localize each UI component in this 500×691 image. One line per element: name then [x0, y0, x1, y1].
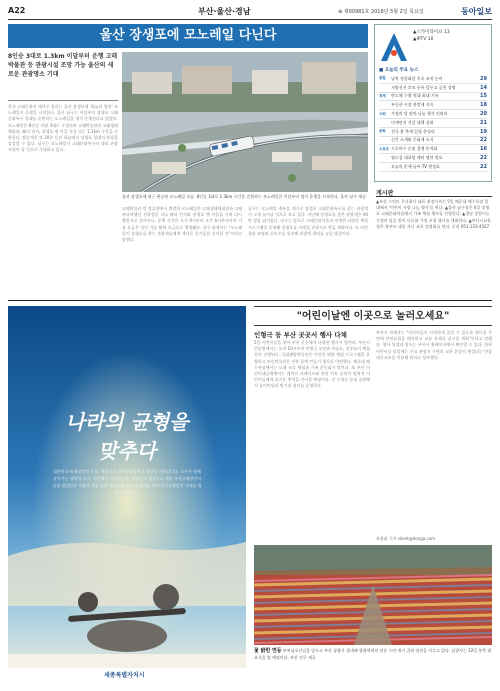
index-row[interactable]: [379, 84, 487, 93]
index-page: 21: [480, 119, 487, 126]
ad-footer: [8, 668, 246, 684]
main-headline: 울산 장생포에 모노레일 다닌다: [8, 24, 368, 48]
index-page: 22: [480, 163, 487, 170]
index-page: 22: [480, 137, 487, 144]
index-item-text: 남북 정상회담 후속 조치 논의: [391, 75, 443, 81]
index-page: 20: [480, 111, 487, 118]
ad-body: 대한민국 미래성장의 중심, 세종시가 국가균형발전의 희망을 키워갑니다. 모두가 함께 살아가는 행복한 도시, 세종에서 시작합니다. 대한민국 행정수도 세종 국가균형발전의 상징 대한민국 서울과 세종 등등 세종시민 모두의 염원을 모아 국가균형발전 시대를 열어가겠습니다.: [52, 469, 202, 495]
index-row[interactable]: [379, 145, 487, 154]
article-body-col2: 고래박물관 앞 정류장에서 출발한 모노레일은 고래생태체험관과 고래바다여행선 선착장을 지나 웰리 단지와 장생포 옛 마을을 거쳐 다시 출발지로 돌아온다. 운행 시간은 오전 9시부터 오후 6시까지이며 이용 요금은 성인 기준 왕복 요금으로 책정됐다. 남구 관계자는 "모노레일이 장생포를 찾는 관광객들에게 색다른 즐거움을 선사할 것"이라고 말했다.: [122, 206, 242, 243]
index-category: 종합: [379, 76, 386, 81]
section-divider: [8, 300, 492, 301]
index-category: 경제: [379, 93, 386, 98]
caption-tag: 꽃 밝힌 연등: [254, 648, 282, 654]
index-row[interactable]: [379, 119, 487, 128]
feature-body-col1: 5일 어린이날을 맞아 부산 곳곳에서 다양한 행사가 열린다. 부산시민공원에서는 오전 10시부터 인형극 공연과 마술쇼, 전통놀이 체험 등이 진행된다. 국립해양박물관은 어린이 해양 체험 프로그램을 운영하고 부산박물관은 전통 공예 만들기 행사를 마련했다. 해운대 해수욕장에서는 모래 조각 체험과 가족 운동회가 열린다. 또 부산 어린이대공원에서는 캐릭터 퍼레이드와 풍선 아트 공연이 펼쳐져 어린이들에게 즐거운 추억을 선사할 예정이다. 각 구청도 동네 공원에서 놀이마당과 먹거리 장터를 운영한다.: [254, 340, 370, 389]
index-list: [379, 75, 487, 172]
stone-left: [78, 592, 98, 612]
stone-base: [87, 620, 167, 652]
index-row[interactable]: [379, 163, 487, 172]
sejong-logo: 세종특별자치시: [104, 672, 145, 679]
advertisement[interactable]: [8, 306, 246, 684]
index-page: 18: [480, 102, 487, 109]
index-item-text: 월드컵 대표팀 예비 명단 발표: [391, 155, 443, 161]
page-header: [8, 6, 492, 20]
monorail-photo-illustration: [122, 52, 368, 192]
article-body-col3: 남구는 모노레일 개통을 계기로 장생포 고래문화특구를 찾는 관광객이 크게 늘어날 것으로 보고 있다. 지난해 장생포를 찾은 관광객은 90만 명을 넘어섰다. 남구는 앞으로 고래문화마을과 연계한 다양한 체험 프로그램을 운영해 장생포를 사계절 관광지로 만들 계획이다. 또 야간 경관 조명과 포토존을 설치해 관광객 편의를 높일 방침이다.: [248, 206, 368, 236]
photo-caption: 울산 장생포에 최근 완공된 모노레일 모습. 8인승 3대로 1.3km 구간을 순환하는 모노레일은 이달부터 정식 운행을 시작한다. 울산 남구 제공: [122, 194, 367, 199]
feature-headline: "어린이날엔 이곳으로 놀러오세요": [254, 306, 492, 326]
index-row[interactable]: [379, 128, 487, 137]
notice-board-body: ▲부산 그린트 주식회사 대표 최정이씨는 5일 해운대 해수욕장 일대에서 '어린이 사랑 나눔 행사'를 연다. ▲울산 남구청은 6일 장생포 고래문화마을에서 가족 체험 행사를 진행한다. ▲경남 창원시는 가정의 달을 맞아 다문화 가정 초청 행사를 개최한다. ▲부산시교육청은 학부모 대상 자녀 교육 설명회를 연다. 문의 051-123-4567: [376, 199, 491, 229]
index-page: 29: [480, 75, 487, 82]
notice-divider: [376, 196, 492, 197]
index-category: 문화: [379, 129, 386, 134]
index-row[interactable]: [379, 154, 487, 163]
byline: 조용휘 기자 silent@donga.com: [376, 536, 436, 541]
index-item-text: 신간 소개와 문화계 소식: [391, 137, 434, 143]
index-page: 22: [480, 155, 487, 162]
index-item-text: 반도체 수출 역대 최대 기록: [391, 93, 439, 99]
channel-logo-icon: [379, 31, 409, 63]
lantern-photo: [254, 545, 492, 645]
ad-title-line1: 나라의 균형을: [65, 410, 189, 434]
lead-divider: [8, 100, 118, 101]
index-row[interactable]: [379, 137, 487, 146]
index-meta-line: ▲스카이라이프 13: [413, 30, 450, 35]
index-category: 사회: [379, 111, 386, 116]
feature-subhead: 인형극 등 부산 곳곳서 행사 다채: [254, 331, 347, 339]
index-category: 스포츠: [379, 146, 390, 151]
index-item-text: 프로야구 순위 경쟁 본격화: [391, 146, 438, 152]
news-index-box: [374, 24, 492, 182]
caption-text: 부처님오신날을 앞두고 부산 삼광사 경내에 형형색색의 연등 수만 개가 걸려 장관을 이루고 있다. 삼광사는 22일 봉축 법요식을 열 예정이다. 부산 진구 제공: [254, 648, 492, 660]
article-body-col1: 한국 고래문화의 메카로 불리는 울산 장생포에 '하늘의 열차' 모노레일이 운행을 시작한다. 울산 남구는 이달부터 장생포 고래문화특구 일대를 순환하는 모노레일을 정식 운행한다고 밝혔다. 모노레일은 8인승 차량 3대로 구성되며 고래박물관과 고래생태체험관, 웰리 단지, 장생포 옛 마을 등을 잇는 1.3km 구간을 순환한다. 탑승객은 약 20분 동안 하늘에서 장생포 일대의 풍광을 감상할 수 있다. 남구는 모노레일이 고래문화특구의 대표 관광자원이 될 것으로 기대하고 있다.: [8, 104, 118, 153]
stone-right: [153, 584, 179, 610]
index-row[interactable]: [379, 93, 487, 102]
notice-board-title: 게시판: [376, 190, 394, 197]
lantern-photo-illustration: [254, 545, 492, 645]
monorail-photo: [122, 52, 368, 192]
index-page: 15: [480, 93, 487, 100]
index-item-text: 지방선거 후보 등록 앞두고 공천 경쟁: [391, 84, 456, 90]
index-row[interactable]: [379, 110, 487, 119]
index-page: 16: [480, 146, 487, 153]
index-row[interactable]: [379, 101, 487, 110]
article-lead: 8인승 3대로 1.3km 이달부터 운행 고래박물관 등 관광시설 조망 가능 울산의 새로운 관광명소 기대: [8, 53, 118, 78]
index-meta: [413, 29, 450, 43]
lantern-caption: [254, 648, 492, 660]
index-item-text: 오늘의 운세·날씨·TV 편성표: [391, 163, 440, 169]
index-item-text: 미세먼지 저감 대책 강화: [391, 119, 434, 125]
index-meta-line: ▲IPTV 10: [413, 37, 434, 42]
index-header: [375, 25, 491, 69]
newspaper-name: 동아일보: [461, 6, 492, 16]
ad-title-line2: 맞추다: [98, 439, 156, 463]
index-page: 14: [480, 84, 487, 91]
dateline: ⊕ 제00981호 2018년 5월 2일 목요일: [338, 9, 424, 15]
index-item-text: 부동산 시장 관망세 지속: [391, 102, 434, 108]
page-number: A22: [8, 6, 26, 15]
index-page: 19: [480, 128, 487, 135]
index-item-text: 전국 봄 축제 일정 총정리: [391, 128, 435, 134]
feature-body-col2: 부산시 관계자는 "어린이들이 안전하게 즐길 수 있도록 행사장 주변에 안전요원을 배치하고 교통 통제를 실시할 계획"이라고 말했다. 행사 일정과 장소는 부산시 홈페이지에서 확인할 수 있다. 한편 어린이날 당일에는 주요 관광지 주변의 교통 혼잡이 예상되는 만큼 대중교통을 이용해 달라고 당부했다.: [376, 330, 492, 360]
index-title: ■ 오늘의 주요 뉴스: [379, 68, 419, 73]
section-name: 부산·울산·경남: [198, 7, 251, 16]
index-row[interactable]: [379, 75, 487, 84]
index-item-text: 가정의 달 맞아 나눔 행사 잇따라: [391, 111, 448, 117]
